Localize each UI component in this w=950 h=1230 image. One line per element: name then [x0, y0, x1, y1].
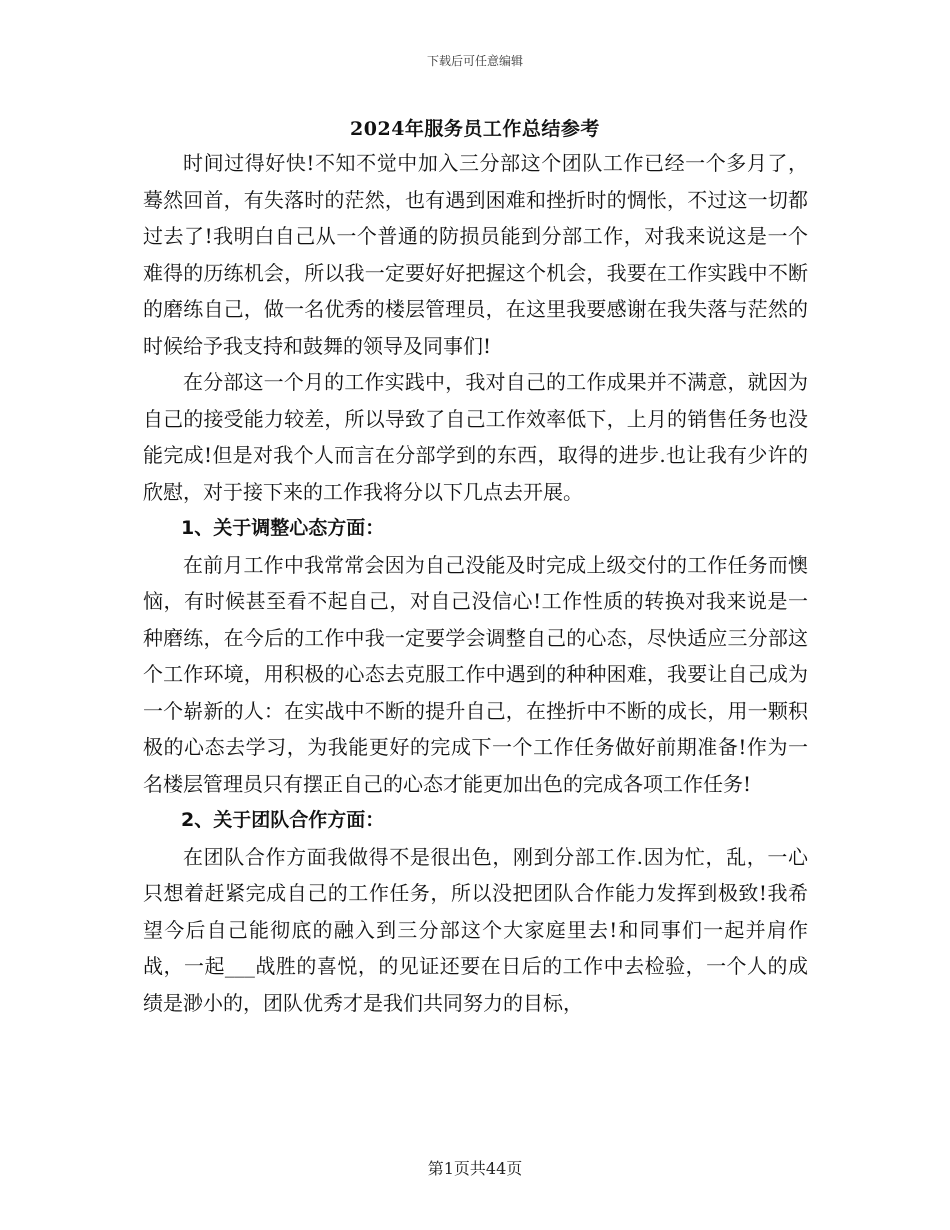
- section-paragraph-teamwork: 在团队合作方面我做得不是很出色，刚到分部工作.因为忙，乱，一心只想着赶紧完成自己的工作任务，所以没把团队合作能力发挥到极致!我希望今后自己能彻底的融入到三分部这个大家庭里去!和同事们一起并肩作战，一起___战胜的喜悦，的见证还要在日后的工作中去检验，一个人的成绩是渺小的，团队优秀才是我们共同努力的目标，: [143, 844, 808, 1015]
- header-note: 下载后可任意编辑: [426, 54, 523, 68]
- document-title: 2024年服务员工作总结参考: [350, 118, 600, 140]
- intro-paragraph-2: 在分部这一个月的工作实践中，我对自己的工作成果并不满意，就因为自己的接受能力较差，所以导致了自己工作效率低下，上月的销售任务也没能完成!但是对我个人而言在分部学到的东西，取得的进步.也让我有少许的欣慰，对于接下来的工作我将分以下几点去开展。: [143, 370, 808, 504]
- intro-paragraph-1: 时间过得好快!不知不觉中加入三分部这个团队工作已经一个多月了，蓦然回首，有失落时的茫然，也有遇到困难和挫折时的惆怅，不过这一切都过去了!我明白自己从一个普通的防损员能到分部工作，对我来说这是一个难得的历练机会，所以我一定要好好把握这个机会，我要在工作实践中不断的磨练自己，做一名优秀的楼层管理员，在这里我要感谢在我失落与茫然的时候给予我支持和鼓舞的领导及同事们!: [143, 151, 808, 358]
- document-body: [143, 145, 808, 1021]
- section-heading-teamwork: 2、关于团队合作方面：: [181, 809, 385, 831]
- section-heading-mindset: 1、关于调整心态方面：: [181, 517, 385, 539]
- section-paragraph-mindset: 在前月工作中我常常会因为自己没能及时完成上级交付的工作任务而懊恼，有时候甚至看不起自己，对自己没信心!工作性质的转换对我来说是一种磨练，在今后的工作中我一定要学会调整自己的心态，尽快适应三分部这个工作环境，用积极的心态去克服工作中遇到的种种困难，我要让自己成为一个崭新的人：在实战中不断的提升自己，在挫折中不断的成长，用一颗积极的心态去学习，为我能更好的完成下一个工作任务做好前期准备!作为一名楼层管理员只有摆正自己的心态才能更加出色的完成各项工作任务!: [143, 552, 808, 796]
- page-number: 第1页共44页: [427, 1159, 523, 1178]
